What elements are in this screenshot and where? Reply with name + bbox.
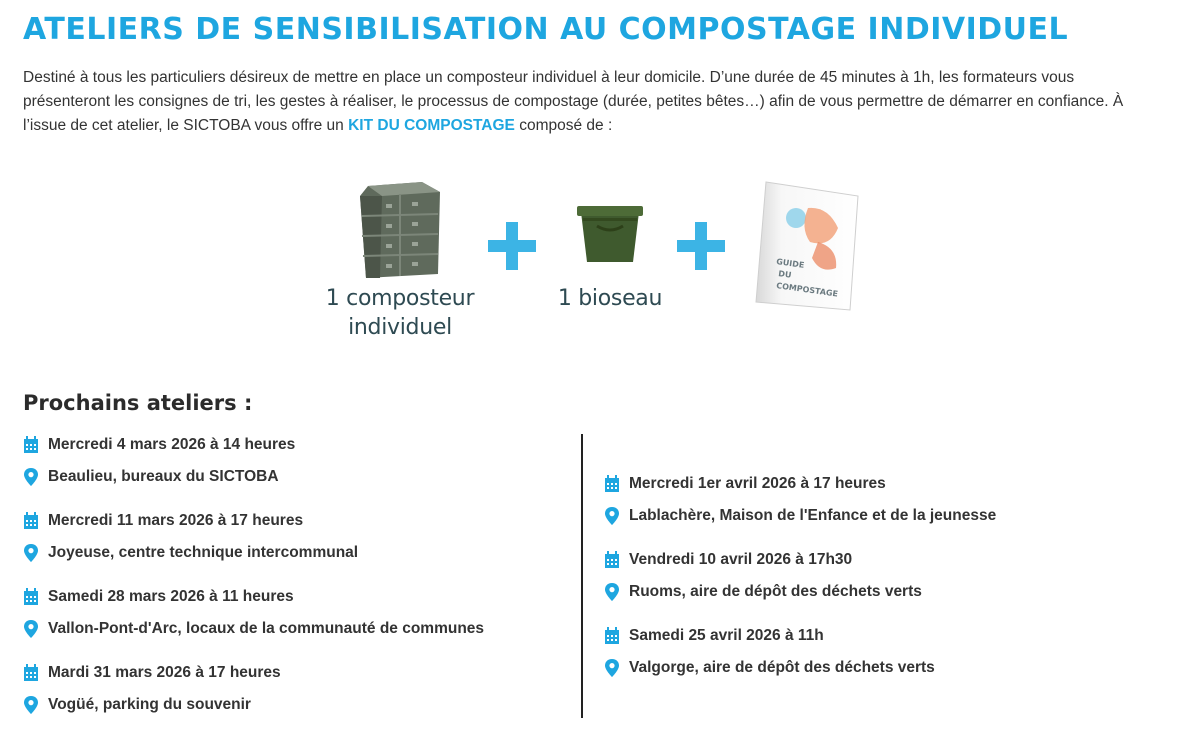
composter-image: [350, 178, 450, 278]
composter-caption: [310, 284, 490, 342]
map-pin-icon: [23, 544, 39, 562]
plus-icon: [677, 222, 725, 270]
composter-label-line2: individuel: [348, 315, 452, 340]
session-place: [604, 507, 996, 525]
session-date: [604, 627, 824, 645]
guide-image: [748, 178, 868, 318]
calendar-icon: [23, 436, 39, 454]
column-divider: [581, 434, 583, 718]
ateliers-heading: Prochains ateliers :: [23, 391, 253, 415]
intro-paragraph: [23, 66, 1163, 138]
guide-title-line1: GUIDE: [775, 257, 805, 270]
page-title: ATELIERS DE SENSIBILISATION AU COMPOSTAGE INDIVIDUEL: [23, 12, 1069, 47]
session-date: [604, 551, 852, 569]
session-place: [604, 659, 935, 677]
bioseau-caption: [530, 284, 690, 313]
session-place: [23, 696, 251, 714]
session-date-text: Samedi 25 avril 2026 à 11h: [629, 627, 824, 644]
calendar-icon: [604, 475, 620, 493]
sessions-right-column: [604, 475, 1164, 695]
bioseau-label: 1 bioseau: [557, 286, 663, 311]
session-place-text: Joyeuse, centre technique intercommunal: [48, 544, 359, 561]
calendar-icon: [23, 588, 39, 606]
bioseau-image: [575, 204, 645, 264]
session-date-text: Mercredi 11 mars 2026 à 17 heures: [48, 512, 304, 529]
session-place: [23, 468, 279, 486]
session-date: [604, 475, 886, 493]
map-pin-icon: [23, 696, 39, 714]
calendar-icon: [604, 551, 620, 569]
map-pin-icon: [604, 583, 620, 601]
kit-link[interactable]: KIT DU COMPOSTAGE: [348, 117, 515, 134]
map-pin-icon: [604, 507, 620, 525]
guide-title-line3: COMPOSTAGE: [775, 281, 839, 299]
session-place: [604, 583, 922, 601]
composter-label-line1: 1 composteur: [325, 286, 475, 311]
session-place-text: Beaulieu, bureaux du SICTOBA: [48, 468, 279, 485]
session-place-text: Valgorge, aire de dépôt des déchets verts: [629, 659, 935, 676]
map-pin-icon: [23, 620, 39, 638]
intro-text-end: composé de :: [514, 117, 613, 134]
intro-text: Destiné à tous les particuliers désireux de mettre en place un composteur individuel à leur domicile. D’une durée de 45 minutes à 1h, les formateurs vous présenteront les consignes de tri, les gestes à réaliser, le processus de compostage (durée, petites bêtes…) afin de vous permettre de démarrer en confiance. À l’issue de cet atelier, le SICTOBA vous offre un: [23, 69, 1124, 134]
calendar-icon: [604, 627, 620, 645]
session-date: [23, 664, 281, 682]
calendar-icon: [23, 664, 39, 682]
session-date: [23, 588, 294, 606]
session-date: [23, 512, 303, 530]
session-date-text: Samedi 28 mars 2026 à 11 heures: [48, 588, 294, 605]
session-place-text: Vogüé, parking du souvenir: [48, 696, 251, 713]
kit-illustration: [300, 170, 900, 370]
session-date-text: Vendredi 10 avril 2026 à 17h30: [629, 551, 853, 568]
session-place-text: Lablachère, Maison de l'Enfance et de la jeunesse: [629, 507, 997, 524]
sessions-left-column: [23, 436, 573, 726]
session-place-text: Ruoms, aire de dépôt des déchets verts: [629, 583, 922, 600]
calendar-icon: [23, 512, 39, 530]
session-date-text: Mardi 31 mars 2026 à 17 heures: [48, 664, 281, 681]
session-place: [23, 544, 358, 562]
plus-icon: [488, 222, 536, 270]
map-pin-icon: [23, 468, 39, 486]
session-place: [23, 620, 484, 638]
session-date-text: Mercredi 1er avril 2026 à 17 heures: [629, 475, 886, 492]
guide-title-line2: DU: [777, 269, 792, 280]
session-place-text: Vallon-Pont-d'Arc, locaux de la communauté de communes: [48, 620, 485, 637]
session-date: [23, 436, 295, 454]
map-pin-icon: [604, 659, 620, 677]
session-date-text: Mercredi 4 mars 2026 à 14 heures: [48, 436, 296, 453]
